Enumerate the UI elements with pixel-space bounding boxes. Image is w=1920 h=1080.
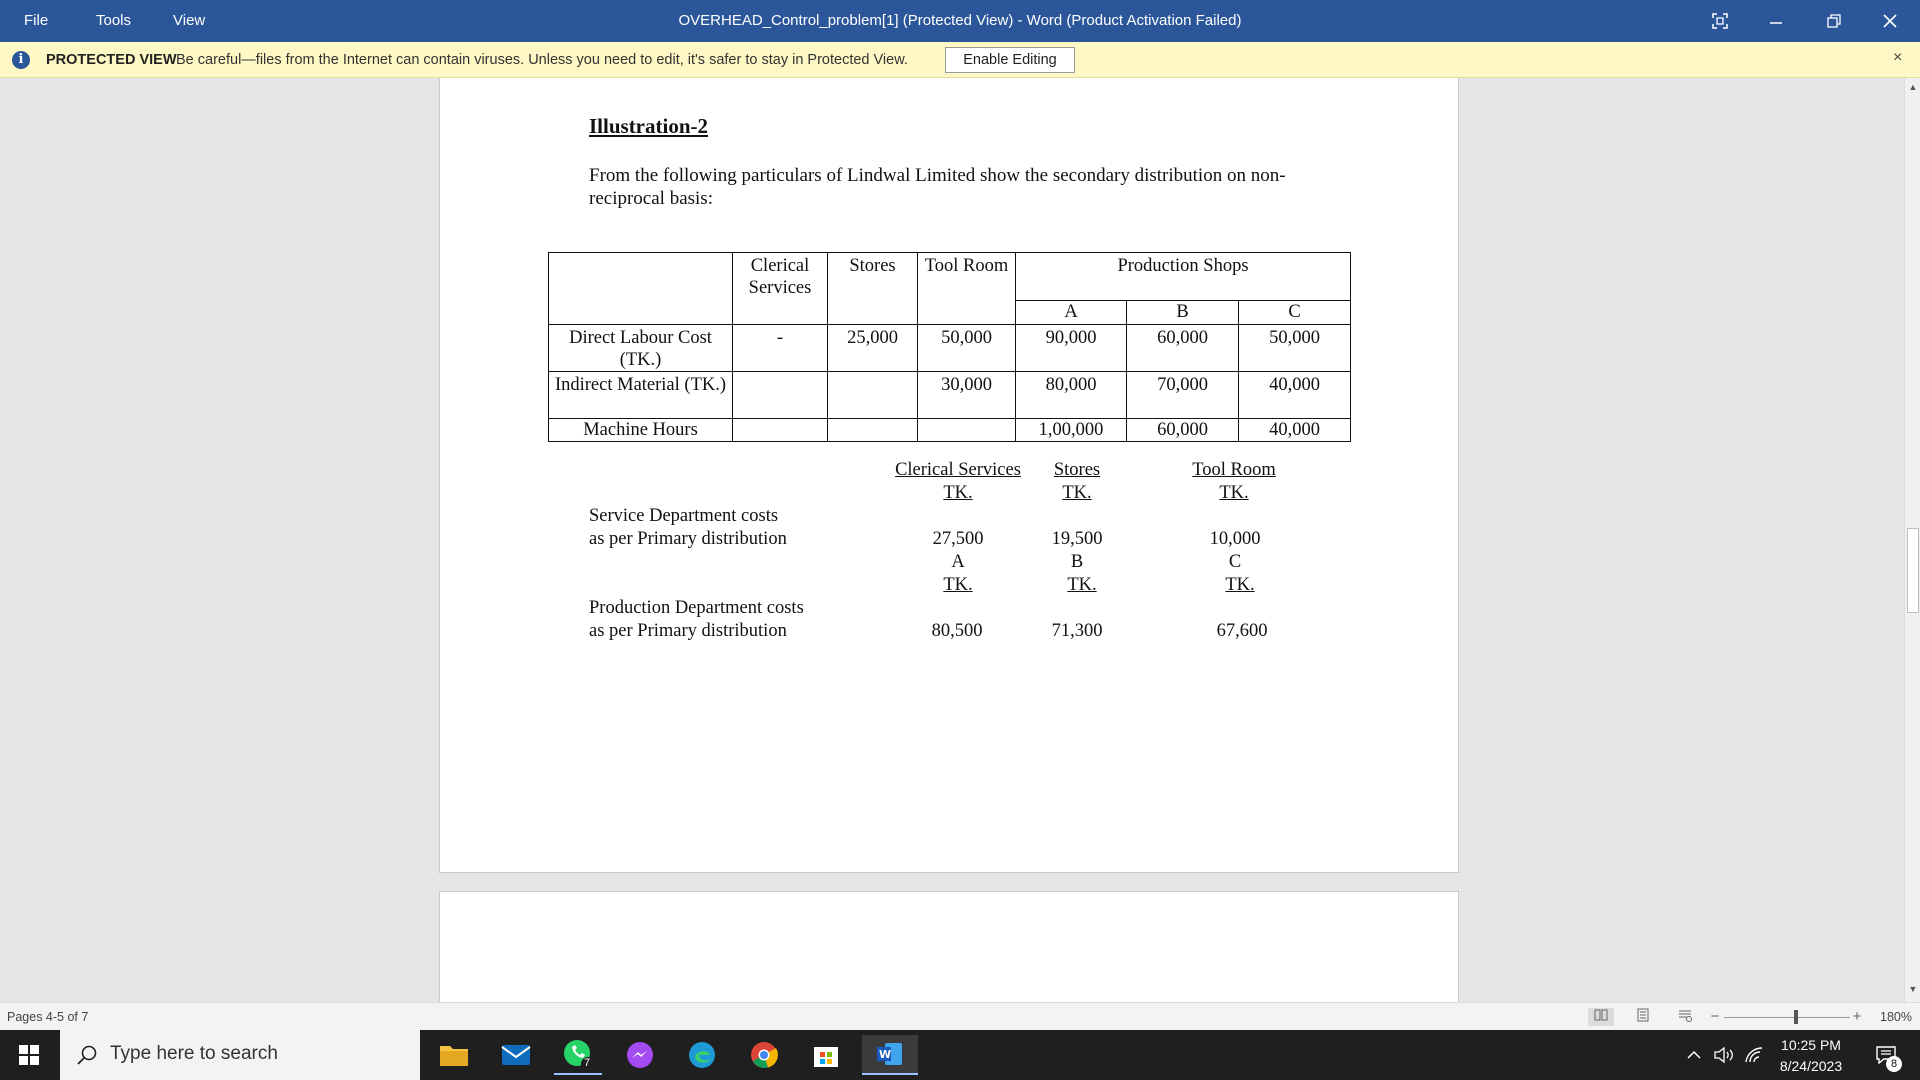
status-bar [0, 1002, 1920, 1030]
document-area[interactable] [0, 78, 1904, 1002]
restore-icon [1827, 14, 1841, 28]
cell-clerical [733, 419, 828, 442]
vertical-scrollbar[interactable] [1904, 78, 1920, 1002]
network-button[interactable] [1740, 1030, 1768, 1080]
scroll-down-icon[interactable]: ▼ [1908, 984, 1918, 994]
folder-icon [439, 1042, 469, 1068]
production-head-c: C [1228, 552, 1242, 572]
cell-shop-b: 70,000 [1127, 372, 1239, 419]
cell-tool-room: 30,000 [918, 372, 1016, 419]
cell-shop-a: 1,00,000 [1016, 419, 1127, 442]
cell-clerical: - [733, 325, 828, 372]
zoom-slider-thumb[interactable] [1794, 1010, 1798, 1024]
protected-view-label: PROTECTED VIEW [46, 52, 177, 68]
taskbar [0, 1030, 1920, 1080]
cell-shop-b: 60,000 [1127, 419, 1239, 442]
production-costs-label: Production Department costs [589, 598, 804, 618]
read-mode-icon [1594, 1008, 1608, 1022]
header-clerical: Clerical Services [733, 253, 828, 325]
read-mode-button[interactable] [1588, 1008, 1614, 1026]
minimize-icon [1769, 14, 1783, 28]
header-production-shops: Production Shops [1016, 253, 1351, 301]
cell-shop-b: 60,000 [1127, 325, 1239, 372]
info-icon: i [12, 51, 30, 69]
row-label: Direct Labour Cost (TK.) [549, 325, 733, 372]
next-document-page [439, 891, 1459, 1002]
whatsapp-badge: 7 [584, 1057, 591, 1069]
zoom-in-icon[interactable]: + [1852, 1008, 1862, 1025]
web-layout-button[interactable] [1672, 1008, 1698, 1026]
service-unit-clerical: TK. [943, 483, 973, 503]
cell-shop-c: 50,000 [1239, 325, 1351, 372]
production-costs-sublabel: as per Primary distribution [589, 621, 787, 641]
clock[interactable] [1766, 1035, 1856, 1077]
cell-tool-room: 50,000 [918, 325, 1016, 372]
window-title: OVERHEAD_Control_problem[1] (Protected View) - Word (Product Activation Failed) [678, 12, 1242, 29]
protected-view-message: Be careful—files from the Internet can contain viruses. Unless you need to edit, it's safer to stay in Protected View. [176, 52, 908, 68]
close-bar-icon[interactable]: × [1893, 49, 1903, 66]
clock-time: 10:25 PM [1781, 1037, 1841, 1053]
service-value-stores: 19,500 [1051, 529, 1103, 549]
windows-icon [19, 1045, 39, 1065]
intro-paragraph: From the following particulars of Lindwal Limited show the secondary distribution on non-reciprocal basis: [589, 165, 1286, 209]
menu-file[interactable]: File [24, 12, 49, 29]
header-stores: Stores [828, 253, 918, 325]
cell-stores: 25,000 [828, 325, 918, 372]
search-placeholder: Type here to search [110, 1043, 278, 1064]
header-shop-c: C [1239, 301, 1351, 325]
cell-shop-c: 40,000 [1239, 372, 1351, 419]
header-shop-a: A [1016, 301, 1127, 325]
service-unit-stores: TK. [1062, 483, 1092, 503]
table-corner-cell [549, 253, 733, 325]
scroll-up-icon[interactable]: ▲ [1908, 82, 1918, 92]
chrome-icon [749, 1040, 779, 1070]
search-icon [76, 1044, 98, 1066]
clock-date: 8/24/2023 [1779, 1058, 1843, 1074]
cell-shop-c: 40,000 [1239, 419, 1351, 442]
row-label: Indirect Material (TK.) [549, 372, 733, 419]
production-value-c: 67,600 [1216, 621, 1268, 641]
close-icon [1883, 14, 1897, 28]
mail-button[interactable] [492, 1035, 540, 1075]
word-button[interactable] [862, 1035, 918, 1075]
whatsapp-button[interactable] [554, 1035, 602, 1075]
focus-mode-icon [1711, 12, 1729, 30]
scrollbar-thumb[interactable] [1907, 528, 1919, 613]
cell-stores [828, 419, 918, 442]
page-count: Pages 4-5 of 7 [7, 1010, 89, 1024]
document-page [439, 78, 1459, 873]
service-value-tool-room: 10,000 [1209, 529, 1261, 549]
notifications-button[interactable] [1866, 1030, 1906, 1080]
service-unit-tool-room: TK. [1219, 483, 1249, 503]
chevron-up-icon [1687, 1050, 1701, 1060]
particulars-table [548, 252, 1351, 442]
production-head-a: A [951, 552, 965, 572]
table-row [549, 372, 1351, 419]
focus-mode-button[interactable] [1692, 0, 1748, 42]
header-tool-room: Tool Room [918, 253, 1016, 325]
print-layout-icon [1636, 1008, 1650, 1022]
svg-text:W: W [879, 1048, 892, 1061]
row-label: Machine Hours [549, 419, 733, 442]
protected-view-bar [0, 42, 1920, 78]
production-unit-a: TK. [943, 575, 973, 595]
production-value-b: 71,300 [1051, 621, 1103, 641]
service-value-clerical: 27,500 [932, 529, 984, 549]
production-unit-b: TK. [1067, 575, 1097, 595]
table-row [549, 419, 1351, 442]
store-button[interactable] [802, 1035, 850, 1075]
zoom-slider[interactable] [1724, 1017, 1850, 1018]
minimize-button[interactable] [1748, 0, 1804, 42]
service-head-tool-room: Tool Room [1192, 460, 1276, 480]
print-layout-button[interactable] [1630, 1008, 1656, 1026]
web-layout-icon [1678, 1008, 1692, 1022]
production-head-b: B [1070, 552, 1084, 572]
menu-view[interactable]: View [173, 12, 206, 29]
production-unit-c: TK. [1225, 575, 1255, 595]
speaker-icon [1713, 1046, 1735, 1064]
file-explorer-button[interactable] [430, 1035, 478, 1075]
cell-shop-a: 90,000 [1016, 325, 1127, 372]
cell-stores [828, 372, 918, 419]
service-costs-label: Service Department costs [589, 506, 779, 526]
title-bar [0, 0, 1920, 42]
restore-button[interactable] [1806, 0, 1862, 42]
chrome-button[interactable] [740, 1035, 788, 1075]
zoom-level[interactable]: 180% [1880, 1010, 1912, 1024]
table-header-row [549, 253, 1351, 301]
cell-shop-a: 80,000 [1016, 372, 1127, 419]
volume-button[interactable] [1710, 1030, 1738, 1080]
wifi-icon [1744, 1046, 1764, 1064]
show-hidden-icons-button[interactable] [1682, 1030, 1706, 1080]
store-icon [812, 1041, 840, 1069]
header-shop-b: B [1127, 301, 1239, 325]
mail-icon [501, 1044, 531, 1066]
messenger-button[interactable] [616, 1035, 664, 1075]
service-head-clerical: Clerical Services [895, 460, 1021, 480]
edge-button[interactable] [678, 1035, 726, 1075]
close-button[interactable] [1862, 0, 1918, 42]
zoom-out-icon[interactable]: − [1710, 1008, 1720, 1025]
cell-clerical [733, 372, 828, 419]
menu-tools[interactable]: Tools [96, 12, 132, 29]
production-value-a: 80,500 [931, 621, 983, 641]
cell-tool-room [918, 419, 1016, 442]
service-costs-sublabel: as per Primary distribution [589, 529, 787, 549]
taskbar-search-box[interactable] [60, 1030, 420, 1080]
messenger-icon [625, 1040, 655, 1070]
service-head-stores: Stores [1053, 460, 1101, 480]
table-row [549, 325, 1351, 372]
edge-icon [687, 1040, 717, 1070]
illustration-heading: Illustration-2 [589, 114, 709, 138]
word-icon [876, 1041, 904, 1067]
notification-badge: 8 [1886, 1056, 1902, 1072]
enable-editing-button[interactable]: Enable Editing [945, 47, 1075, 73]
start-button[interactable] [0, 1030, 58, 1080]
